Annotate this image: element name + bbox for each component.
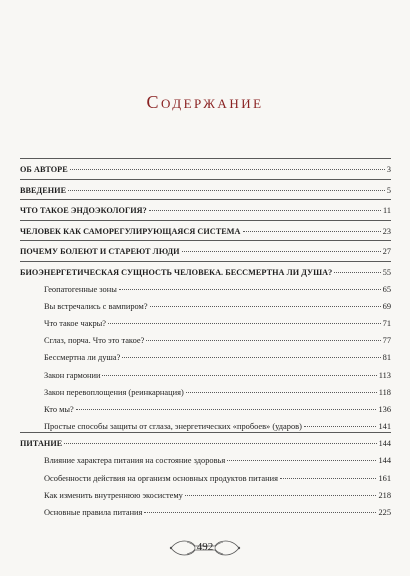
toc-entry xyxy=(20,473,391,484)
toc-entry-label: Закон перевоплощения (реинкарнация) xyxy=(44,387,184,397)
toc-subsection-row xyxy=(20,490,391,501)
toc-entry xyxy=(20,421,391,432)
toc-entry-label: Закон гармонии xyxy=(44,370,101,380)
toc-entry-page: 141 xyxy=(378,422,391,432)
toc-entry-page: 55 xyxy=(382,267,391,277)
toc-section-row xyxy=(20,205,391,216)
toc-entry-label: Как изменить внутреннюю экосистему xyxy=(44,490,183,500)
table-of-contents xyxy=(20,158,391,518)
toc-entry-page: 77 xyxy=(382,336,391,346)
toc-entry-label: ЧТО ТАКОЕ ЭНДОЭКОЛОГИЯ? xyxy=(20,206,147,215)
toc-entry-page: 118 xyxy=(378,387,391,397)
section-rule xyxy=(20,220,391,221)
toc-subsection-row xyxy=(20,507,391,518)
toc-entry-page: 144 xyxy=(378,456,391,466)
toc-entry-page: 113 xyxy=(378,370,391,380)
toc-entry xyxy=(20,370,391,381)
dot-leader xyxy=(185,495,377,496)
toc-entry xyxy=(20,455,391,466)
dot-leader xyxy=(334,272,380,273)
dot-leader xyxy=(119,289,381,290)
toc-entry-page: 144 xyxy=(378,439,391,449)
toc-subsection-row xyxy=(20,318,391,329)
toc-entry-page: 69 xyxy=(382,301,391,311)
toc-subsection-row xyxy=(20,335,391,346)
section-rule xyxy=(20,179,391,180)
page-title: Содержание xyxy=(146,92,264,112)
toc-entry xyxy=(20,199,391,216)
toc-entry-label: Простые способы защиты от сглаза, энергетических «пробоев» (ударов) xyxy=(44,422,302,432)
dot-leader xyxy=(144,512,376,513)
toc-entry-label: ОБ АВТОРЕ xyxy=(20,165,68,174)
toc-entry xyxy=(20,404,391,415)
toc-entry xyxy=(20,387,391,398)
toc-entry-label: ЧЕЛОВЕК КАК САМОРЕГУЛИРУЮЩАЯСЯ СИСТЕМА xyxy=(20,226,241,236)
toc-entry xyxy=(20,335,391,346)
dot-leader xyxy=(108,323,381,324)
toc-entry xyxy=(20,352,391,363)
dot-leader xyxy=(146,340,380,341)
dot-leader xyxy=(76,409,377,410)
toc-entry-page: 225 xyxy=(378,507,391,517)
toc-entry xyxy=(20,284,391,295)
toc-entry-page: 218 xyxy=(378,490,391,500)
toc-entry-label: БИОЭНЕРГЕТИЧЕСКАЯ СУЩНОСТЬ ЧЕЛОВЕКА. БЕССМЕРТНА ЛИ ДУША? xyxy=(20,267,333,277)
dot-leader xyxy=(150,306,381,307)
toc-entry xyxy=(20,220,391,237)
toc-entry-label: Основные правила питания xyxy=(44,507,143,517)
toc-subsection-row xyxy=(20,370,391,381)
toc-subsection-row xyxy=(20,301,391,312)
toc-entry-page: 81 xyxy=(382,353,391,363)
toc-entry-page: 23 xyxy=(382,226,391,236)
dot-leader xyxy=(182,251,381,252)
toc-entry xyxy=(20,318,391,329)
page-number: 492 xyxy=(196,541,214,553)
toc-entry-label: Бессмертна ли душа? xyxy=(44,353,121,363)
dot-leader xyxy=(68,190,385,191)
toc-subsection-row xyxy=(20,352,391,363)
dot-leader xyxy=(186,392,377,393)
toc-entry-label: Что такое чакры? xyxy=(44,319,107,329)
toc-section-row xyxy=(20,438,391,449)
toc-entry-page: 136 xyxy=(378,405,391,414)
toc-entry xyxy=(20,507,391,518)
section-rule xyxy=(20,158,391,159)
toc-entry xyxy=(20,158,391,175)
toc-entry xyxy=(20,301,391,312)
toc-section-row xyxy=(20,267,391,278)
section-rule xyxy=(20,261,391,262)
dot-leader xyxy=(64,443,376,444)
toc-subsection-row xyxy=(20,455,391,466)
toc-entry-label: Геопатогенные зоны xyxy=(44,284,117,294)
toc-subsection-row xyxy=(20,421,391,432)
toc-entry-page: 5 xyxy=(386,185,391,195)
toc-section-row xyxy=(20,246,391,257)
dot-leader xyxy=(122,357,380,358)
dot-leader xyxy=(304,426,377,427)
section-rule xyxy=(20,240,391,241)
toc-section-row xyxy=(20,185,391,196)
toc-entry xyxy=(20,261,391,278)
dot-leader xyxy=(149,210,381,211)
section-rule xyxy=(20,432,391,433)
toc-entry-label: Сглаз, порча. Что это такое? xyxy=(44,336,145,346)
toc-subsection-row xyxy=(20,404,391,415)
toc-entry-label: Вы встречались с вампиром? xyxy=(44,301,148,311)
toc-entry-label: Кто мы? xyxy=(44,405,74,414)
toc-subsection-row xyxy=(20,387,391,398)
toc-entry-page: 27 xyxy=(382,247,391,256)
toc-entry-label: ПОЧЕМУ БОЛЕЮТ И СТАРЕЮТ ЛЮДИ xyxy=(20,247,180,256)
toc-entry-page: 71 xyxy=(382,319,391,329)
section-rule xyxy=(20,199,391,200)
dot-leader xyxy=(243,231,381,232)
toc-section-row xyxy=(20,226,391,237)
toc-entry-page: 11 xyxy=(383,206,391,215)
toc-section-row xyxy=(20,164,391,175)
toc-entry xyxy=(20,179,391,196)
toc-entry-label: Особенности действия на организм основных продуктов питания xyxy=(44,473,278,483)
toc-entry-page: 161 xyxy=(378,473,391,483)
dot-leader xyxy=(280,478,377,479)
dot-leader xyxy=(227,460,376,461)
toc-entry-label: ПИТАНИЕ xyxy=(20,439,63,449)
toc-entry-page: 3 xyxy=(386,165,391,174)
toc-subsection-row xyxy=(20,473,391,484)
toc-entry-page: 65 xyxy=(382,284,391,294)
dot-leader xyxy=(102,375,376,376)
toc-entry xyxy=(20,490,391,501)
toc-entry-label: Влияние характера питания на состояние здоровья xyxy=(44,456,226,466)
toc-subsection-row xyxy=(20,284,391,295)
toc-entry-label: ВВЕДЕНИЕ xyxy=(20,185,67,195)
toc-entry xyxy=(20,432,391,449)
toc-entry xyxy=(20,240,391,257)
dot-leader xyxy=(70,169,385,170)
